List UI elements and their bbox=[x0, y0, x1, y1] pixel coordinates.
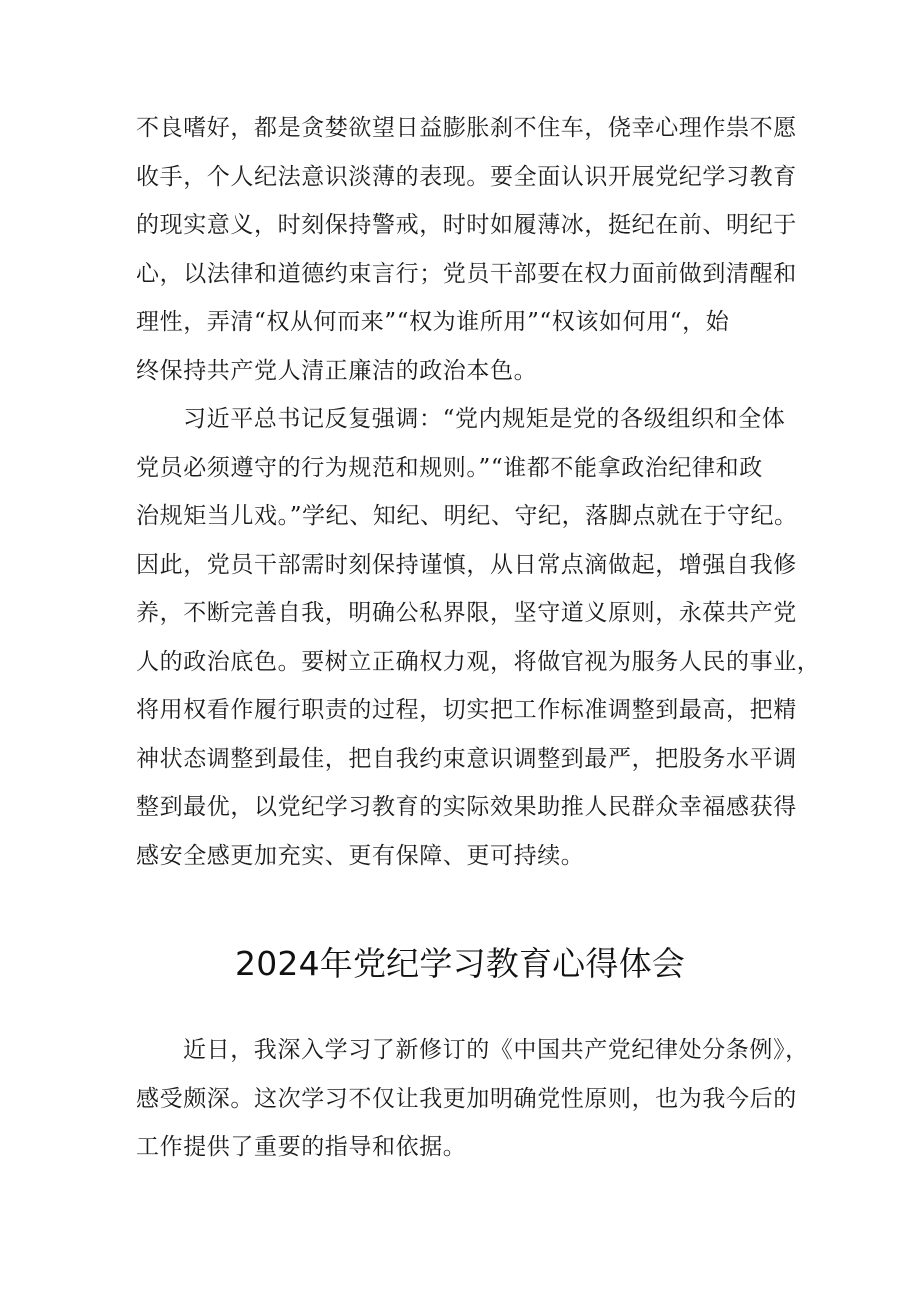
text-line: 感安全感更加充实、更有保障、更可持续。 bbox=[136, 842, 585, 869]
text-line: 党员必须遵守的行为规范和规则。”“谁都不能拿政治纪律和政 bbox=[136, 454, 763, 481]
paragraph-general-secretary-quote bbox=[136, 395, 821, 880]
text-line: 治规矩当儿戏。”学纪、知纪、明纪、守纪，落脚点就在于守纪。 bbox=[136, 503, 798, 529]
text-line: 近日，我深入学习了新修订的《中国共产党纪律处分条例》， bbox=[183, 1037, 809, 1063]
text-line: 感受颇深。这次学习不仅让我更加明确党性原则，也为我今后的 bbox=[136, 1085, 797, 1112]
text-line: 整到最优，以党纪学习教育的实际效果助推人民群众幸福感获得 bbox=[136, 794, 797, 820]
paragraph-study-regulations bbox=[136, 1026, 809, 1172]
text-line: 理性，弄清“权从何而来”“权为谁所用”“权该如何用“，始 bbox=[136, 309, 730, 335]
paragraph-discipline-awareness bbox=[136, 104, 797, 395]
text-line: 习近平总书记反复强调：“党内规矩是党的各级组织和全体 bbox=[183, 406, 786, 432]
text-line: 工作提供了重要的指导和依据。 bbox=[136, 1134, 467, 1160]
text-line: 心，以法律和道德约束言行；党员干部要在权力面前做到清醒和 bbox=[136, 260, 797, 287]
section-title: 2024年党纪学习教育心得体会 bbox=[235, 944, 685, 983]
text-line: 的现实意义，时刻保持警戒，时时如履薄冰，挺纪在前、明纪于 bbox=[136, 212, 797, 238]
text-line: 人的政治底色。要树立正确权力观，将做官视为服务人民的事业， bbox=[136, 648, 821, 675]
text-line: 终保持共产党人清正廉洁的政治本色。 bbox=[136, 357, 538, 384]
text-line: 不良嗜好，都是贪婪欲望日益膨胀刹不住车，侥幸心理作祟不愿 bbox=[136, 115, 797, 141]
text-line: 因此，党员干部需时刻保持谨慎，从日常点滴做起，增强自我修 bbox=[136, 551, 797, 578]
text-line: 将用权看作履行职责的过程，切实把工作标准调整到最高，把精 bbox=[136, 697, 797, 723]
text-line: 神状态调整到最佳，把自我约束意识调整到最严，把股务水平调 bbox=[136, 745, 797, 772]
text-line: 养，不断完善自我，明确公私界限，坚守道义原则，永葆共产党 bbox=[136, 600, 797, 626]
text-line: 收手，个人纪法意识淡薄的表现。要全面认识开展党纪学习教育 bbox=[136, 163, 797, 190]
